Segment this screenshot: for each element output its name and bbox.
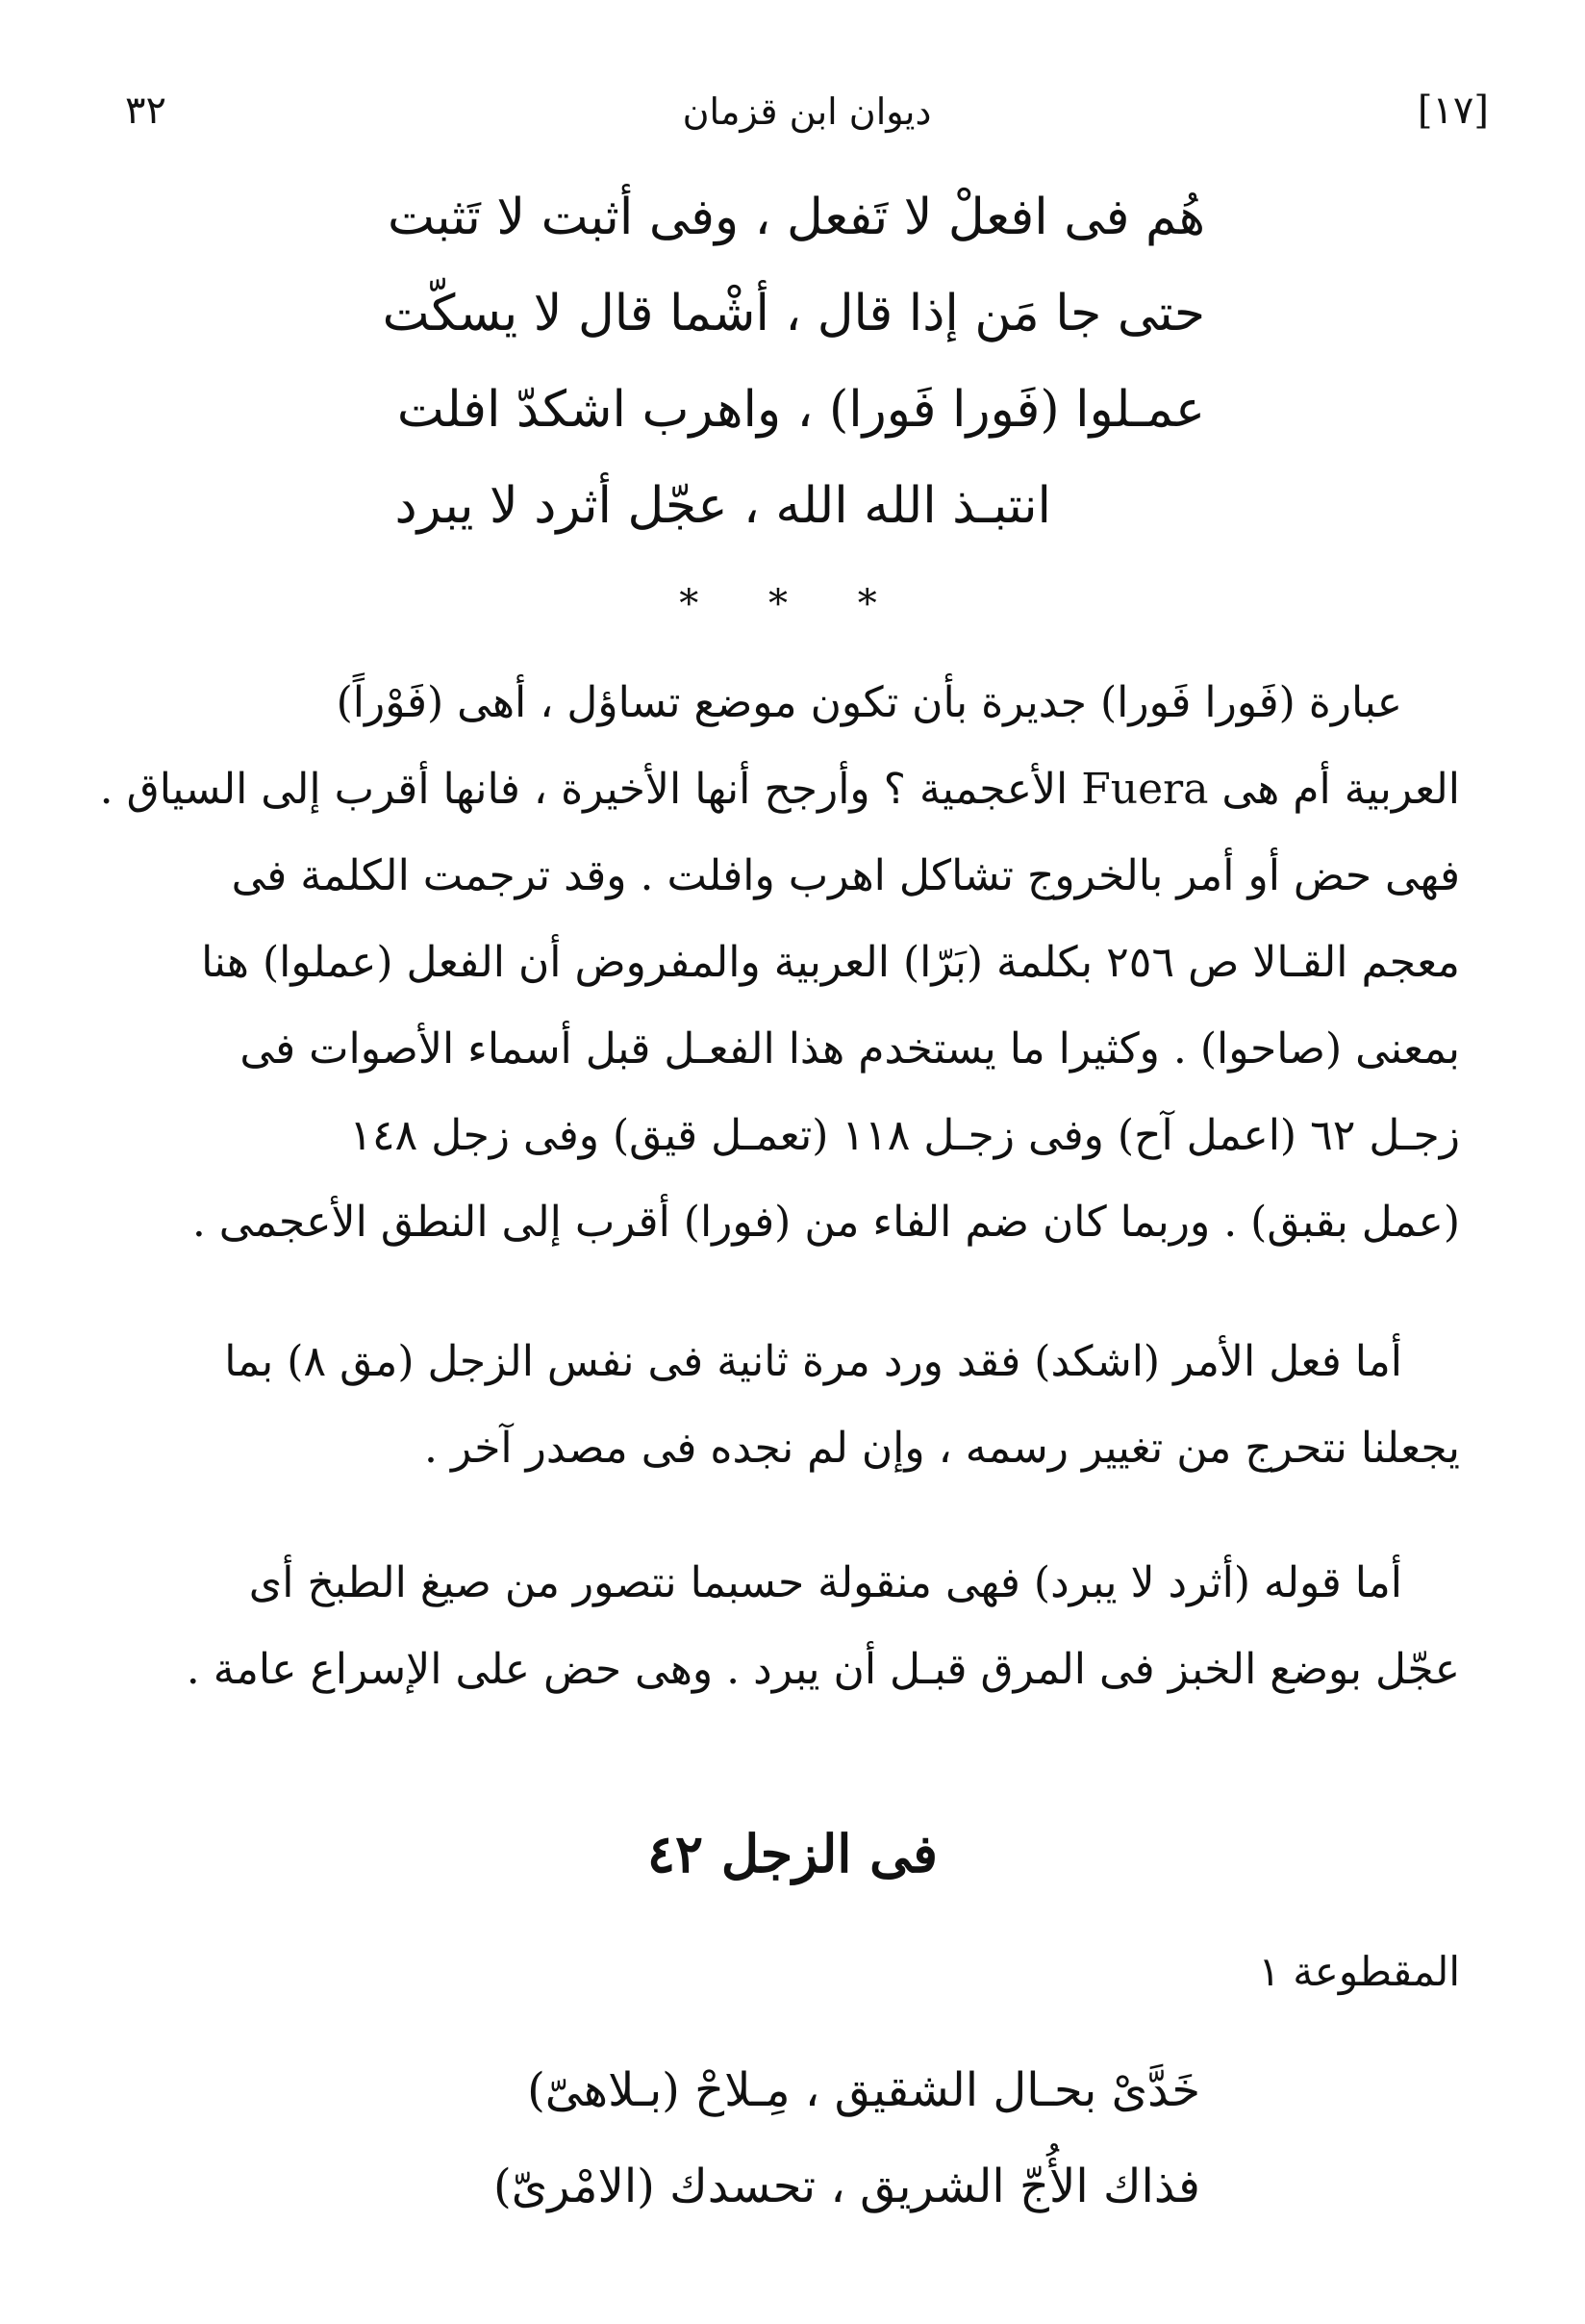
paragraph <box>99 678 1460 1294</box>
paragraph-line: عبارة (فَورا فَورا) جديرة بأن تكون موضع تساؤل ، أهى (فَوْراً) <box>336 678 1402 727</box>
paragraph <box>125 1558 1460 1731</box>
verse-line: عمـلوا (فَورا فَورا) ، واهرب اشكدّ افلت <box>396 381 1205 439</box>
paragraph <box>125 1337 1460 1510</box>
subsection-label: المقطوعة ١ <box>1258 1948 1460 1995</box>
verse-line: فذاك الأُجّ الشريق ، تحسدك (الامْرىّ) <box>492 2160 1200 2213</box>
verse-line: انتبـذ الله الله ، عجّل أثرد لا يبرد <box>394 477 1051 535</box>
bracket-number: [١٧] <box>1417 88 1489 133</box>
paragraph-line: فهى حض أو أمر بالخروج تشاكل اهرب وافلت . وقد ترجمت الكلمة فى <box>231 851 1460 900</box>
paragraph-line: يجعلنا نتحرج من تغيير رسمه ، وإن لم نجده فى مصدر آخر . <box>423 1424 1460 1473</box>
paragraph-line: عجّل بوضع الخبز فى المرق قبـل أن يبرد . وهى حض على الإسراع عامة . <box>186 1645 1460 1694</box>
section-separator: * * * <box>679 582 906 626</box>
paragraph-line: العربية أم هى Fuera الأعجمية ؟ وأرجح أنها الأخيرة ، فانها أقرب إلى السياق . <box>99 765 1460 814</box>
page-header <box>125 88 1489 146</box>
section-title: فى الزجل ٤٢ <box>647 1823 938 1884</box>
paragraph-line: معجم القـالا ص ٢٥٦ بكلمة (بَرّا) العربية والمفروض أن الفعل (عملوا) هنا <box>201 938 1460 987</box>
paragraph-line: (عمل بقبق) . وربما كان ضم الفاء من (فورا) أقرب إلى النطق الأعجمى . <box>191 1198 1460 1247</box>
paragraph-line: أما قوله (أثرد لا يبرد) فهى منقولة حسبما نتصور من صيغ الطبخ أى <box>248 1558 1402 1607</box>
page-number: ٣٢ <box>125 88 166 133</box>
running-title: ديوان ابن قزمان <box>682 90 932 133</box>
paragraph-line: أما فعل الأمر (اشكد) فقد ورد مرة ثانية فى نفس الزجل (مق ٨) بما <box>224 1337 1402 1386</box>
verse-line: خَدَّىْ بحـال الشقيق ، مِـلاحْ (بـلاهىّ) <box>527 2063 1200 2117</box>
verse-line: هُم فى افعلْ لا تَفعل ، وفى أثبت لا تَثبت <box>387 189 1205 246</box>
verse-line: حتى جا مَن إذا قال ، أشْما قال لا يسكّت <box>382 285 1205 342</box>
paragraph-line: زجـل ٦٢ (اعمل آح) وفى زجـل ١١٨ (تعمـل قيق) وفى زجل ١٤٨ <box>349 1111 1460 1160</box>
paragraph-line: بمعنى (صاحوا) . وكثيرا ما يستخدم هذا الفعـل قبل أسماء الأصوات فى <box>239 1024 1460 1074</box>
